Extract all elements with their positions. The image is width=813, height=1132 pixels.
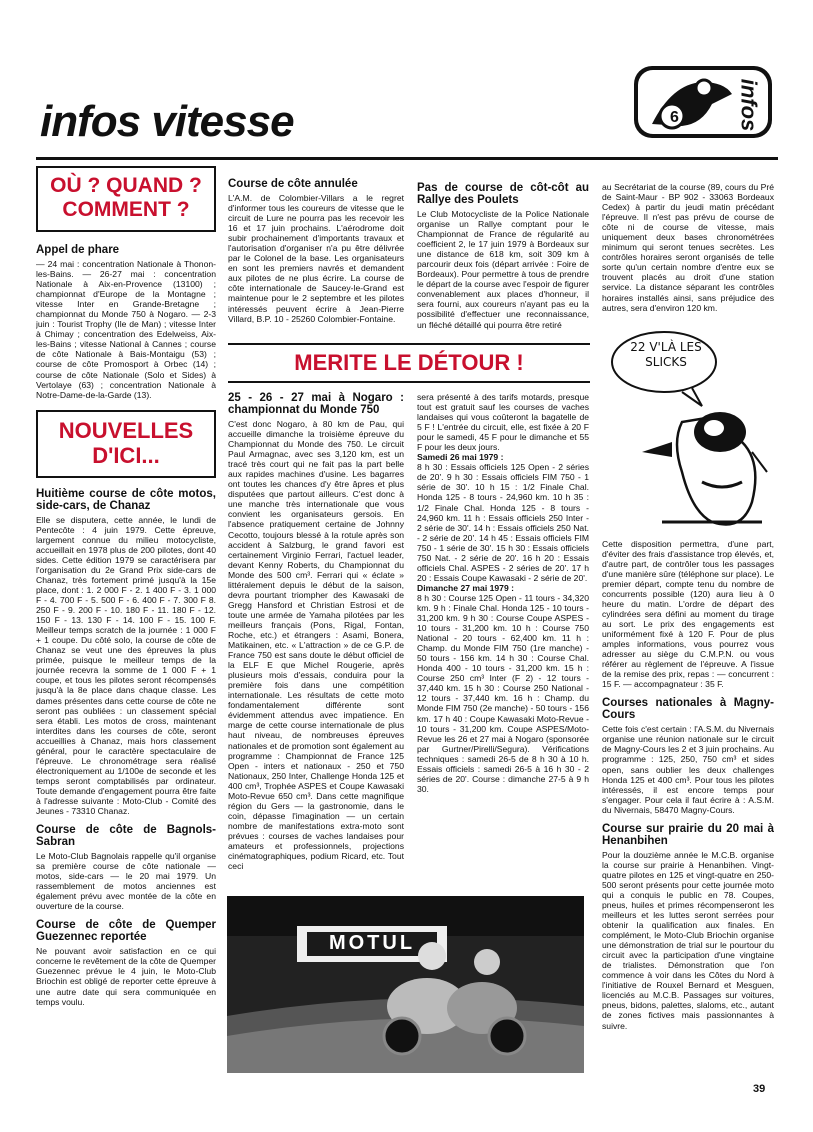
schedule-sunday: 8 h 30 : Course 125 Open - 11 tours - 34,320 km. 9 h : Finale Chal. Honda 125 - 10 tours - 31,200 km. 9 h 30 : Course Coupe ASPES - 10 tours - 31,200 km. 10 h : Course 750 National - 20 tours - 62,400 km. 11 h : Champ. du Monde FIM 750 (1re manche) - 50 tours - 156 km. 14 h 30 : Course Chal. Honda 400 - 10 tours - 31,200 km. 15 h : Course 250 cm³ Inter (F 2) - 12 tours - 37,440 km. 15 h 30 : Course 250 National - 12 tours - 37,440 km. 16 h : Champ. du Monde FIM 750 (2e manche) - 50 tours - 156 km. 17 h 40 : Coupe Kawasaki Moto-Revue - 10 tours - 31,200 km. Coupe ASPES/Moto-Revue les 26 et 27 mai à Nogaro (sponsorée par Gurtner/Pirelli/Segura). Vérifications techniques : samedi 26-5 de 8 h 30 à 10 h. Essais officiels : samedi 26-5 à 16 h 30 - 2 séries de 20'. Course : dimanche 27-5 à 9 h 30. (417, 592, 589, 794)
heading-nouvelles: NOUVELLES D'ICI... (58, 417, 194, 468)
section-body-chanaz: Elle se disputera, cette année, le lundi de Pentecôte : 4 juin 1979. Cette épreuve, largement connue du milieu motocycliste, accueillait en 1978 plus de 200 pilotes, dont 40 sides. Cette édition 1979 se caractérisera par l'organisation du 2e Grand Prix side-cars de Chanaz, très fortement primé jusqu'à la 15e place, dont : 1. 2 000 F - 2. 1 400 F - 3. 1 000 F - 4. 700 F - 5. 500 F - 6. 400 F - 7. 300 F 8. 250 F - 9. 200 F - 10. 180 F - 11. 180 F - 12. 150 F - 13. 130 F - 14. 100 F - 15. 100 F. Meilleur temps scratch de la journée : 1 000 F + 1 coupe. Du côté solo, la course de côte de Chanaz se veut une des épreuves la plus primée, puisque le meilleur temps de la journée recevra la somme de 1 000 F + 1 coupe, et tous les pilotes seront récompensés jusqu'à la 8e place dans chaque classe. Les dames présentes dans cette course de côte ne seront pas oubliées : un classement spécial sera établi. Les motos de cross, maintenant interdites dans les courses de côte, seront accueillies à Chanaz, mais hors classement général, pour le caractère spectaculaire de l'épreuve. Le chronométrage sera réalisé électroniquement au 1/100e de seconde et les temps seront comptabilisés par ordinateur. Toute demande d'engagement pourra être faite à l'adresse suivante : Moto-Club - Comité des Jeunes - 73310 Chanaz. (36, 514, 216, 817)
section-body-henanbihen: Pour la douzième année le M.C.B. organise la course sur prairie à Henanbihen. Vingt-quatre pilotes en 125 et vingt-quatre en 250-500 seront présents pour cette journée moto qui a conquis le public en 78. Coupes, pneus, huiles et primes récompenseront les meilleurs et les luttes seront serrées pour obtenir la qualification aux finales. En complément, le Moto-Club Briochin organise une démonstration de trial sur le pourtour du circuit avec la participation d'une vingtaine de trialistes. Démonstration que l'on commence à voir dans les Côtes du Nord à l'initiative de Rouxel Bernard et Mesguen, licenciés au M.C.B. Passages sur voitures, pneus, bidons, palettes, slaloms, etc., autant de zones fictives mais passionnantes à suivre. (602, 849, 774, 1031)
page-number: 39 (753, 1083, 766, 1095)
photo-sign-text: MOTUL (328, 932, 416, 954)
heading-ou-quand: OÙ ? QUAND ? COMMENT ? (50, 174, 202, 221)
column-2-top (228, 178, 404, 330)
column-3-top (417, 182, 589, 334)
infos-logo (632, 64, 774, 140)
section-title-poulets: Pas de course de côt-côt au Rallye des Poulets (417, 182, 589, 206)
section-body-quemper: Ne pouvant avoir satisfaction en ce qui concerne le revêtement de la côte de Quemper Guezennec prévue le 4 juin, le Moto-Club Briochin est obligé de reporter cette épreuve à une autre date qui sera communiquée en temps voulu. (36, 946, 216, 1007)
schedule-sunday-title: Dimanche 27 mai 1979 : (417, 582, 514, 593)
masthead-title: infos vitesse (40, 97, 294, 146)
svg-text:6: 6 (670, 109, 679, 126)
column-2 (228, 392, 404, 892)
section-title-quemper: Course de côte de Quemper Guezennec reportée (36, 919, 216, 944)
column-1 (36, 166, 216, 1076)
cartoon-speech: 22 V'LÀ LES SLICKS (630, 340, 702, 369)
schedule-saturday-title: Samedi 26 mai 1979 : (417, 452, 504, 463)
merite-rule-bottom (228, 381, 590, 383)
cartoon-illustration (602, 322, 772, 540)
merite-heading: MERITE LE DÉTOUR ! (294, 350, 524, 375)
section-body-bagnols: Le Moto-Club Bagnolais rappelle qu'il organise sa première course de côte nationale — motos, side-cars — le 20 mai 1979. Un rassemblement de motos anciennes est également prévu avec montée de la côte en ouverture de la course. (36, 851, 216, 912)
section-title-nogaro: 25 - 26 - 27 mai à Nogaro : championnat du Monde 750 (228, 392, 404, 416)
motorcycle-photo-icon (227, 896, 584, 1073)
section-title-magny: Courses nationales à Magny-Cours (602, 697, 774, 722)
section-title-bagnols: Course de côte de Bagnols-Sabran (36, 824, 216, 849)
section-title-annulee: Course de côte annulée (228, 178, 358, 190)
section-body-tarifs: sera présenté à des tarifs motards, presque tout est gratuit sauf les courses de vaches landaises qui vous coûteront la bagatelle de 5 F ! L'entrée du circuit, elle, est fixée à 20 F pour le samedi, 45 F pour le dimanche et 55 F pour les deux jours. (417, 392, 589, 453)
top-rule (36, 157, 778, 160)
section-body-secretariat: au Secrétariat de la course (89, cours du Pré de Saint-Maur - BP 902 - 33063 Bordeaux Cedex) à partir du jeudi matin précédant l'épreuve. Il n'est pas prévu de course de côte ni de course de vitesse, mais uniquement deux bases chronométrées minimum qui seront tenues secrètes. Les contrôles horaires seront organisés de telle sorte qu'un certain nombre d'entre eux se trouvent placés au droit d'une station service. La distance séparant les contrôles horaires installés ainsi, sans préjudice des autres, sera d'environ 120 km. (602, 182, 774, 313)
schedule-saturday: 8 h 30 : Essais officiels 125 Open - 2 séries de 20'. 9 h 30 : Essais officiels FIM 750 - 1 série de 30'. 10 h 15 : 1/2 Finale Chal. Honda 125 - 8 tours - 24,960 km. 10 h 35 : 1/2 Finale Chal. Honda 125 - 8 tours - 24,960 km. 11 h : Essais officiels 250 Inter - 2 série de 30'. 14 h : Essais officiels 250 Nat. - 2 série de 20'. 14 h 45 : Essais officiels FIM 750 - 1 série de 30'. 15 h 30 : Essais officiels 750 Nat. - 2 série de 20'. 16 h 20 : Essais officiels Chal. ASPES - 2 séries de 20'. 17 h 20 : Essais Coupe Kawasaki - 2 série de 20'. (417, 462, 589, 583)
section-title-chanaz: Huitième course de côte motos, side-cars, de Chanaz (36, 487, 216, 512)
column-4 (602, 182, 774, 1078)
section-body-magny: Cette fois c'est certain : l'A.S.M. du Nivernais organise une réunion nationale sur le circuit de Magny-Cours les 2 et 3 juin prochains. Au programme : 125, 250, 750 cm³ et sides open, sans oublier les deux challenges Honda 125 et 400 cm³. Pour tous les pilotes intéressés, il est encore temps pour s'engager. Pour cela il faut écrire à : A.S.M. du Nivernais, 58470 Magny-Cours. (602, 724, 774, 815)
section-title-appel: Appel de phare (36, 244, 120, 256)
section-title-henanbihen: Course sur prairie du 20 mai à Henanbihen (602, 822, 774, 847)
section-body-nogaro: C'est donc Nogaro, à 80 km de Pau, qui accueille dimanche la troisième épreuve du Championnat du Monde des 750. Le circuit Paul Armagnac, avec ses 3,120 km, est un tracé très court qui ne fait pas la part belle aux rapides machines d'usine. Les bagarres ont toutes les chances d'y être âpres et plus disputées que partout ailleurs. C'est donc à une manche très internationale que vous convient les organisateurs gersois. En l'absence pratiquement certaine de Johnny Cecotto, toujours blessé à la rotule après son accident à Salzburg, le grand favori est certainement Virginio Ferrari, l'actuel leader, devant Kenny Roberts, du Championnat du Monde des 500 cm³. Ferrari qui « éclate » littéralement depuis le début de la saison, devra pourtant triompher des Kawasaki de Gregg Hansford et Christian Estrosi et de toute une armée de Yamaha pilotées par les meilleurs français (Pons, Rigal, Fontan, Roche, etc.) et étrangers : Asami, Bonera, Matikainen, etc. « L'attraction » de ce G.P. de France 750 est sans doute le début officiel de la ELF E que Michel Rougerie, après plusieurs mois d'essais, conduira pour la première fois dans une compétition internationale. Les résultats de cette moto fondamentalement différente sont évidemment attendus avec impatience. En marge de cette course internationale de plus haut niveau, de nombreuses épreuves nationales et de promotion sont également au programme : Championnat de France 125 Open - inters et nationaux - 250 et 750 Nationaux, 250 Inter, Challenge Honda 125 et 400 cm³, Trophée ASPES et Coupe Kawasaki Moto-Revue 650 cm³. Dans cette magnifique région du Gers — la gastronomie, dans le coin, dépasse l'imagination — un certain nombre de manifestations extra-moto sont prévues : courses de vaches landaises pour amateurs et professionnels, projections cinématographiques, podium Ricard, etc. Tout ceci (228, 419, 404, 872)
column-3 (417, 392, 589, 892)
logo-text: infos (736, 78, 762, 132)
section-body-annulee: L'A.M. de Colombier-Villars a le regret d'informer tous les coureurs de vitesse que le circuit de Lure ne pourra pas les recevoir les 16 et 17 juin prochains. L'aérodrome doit subir prochainement d'importants travaux et l'autorisation d'organiser n'a pu être délivrée par le Colonel de la base. Les organisateurs en sont les premiers navrés et demandent aux pilotes de ne plus écrire. La course de côte internationale de Saucey-le-Grand est maintenue pour le 2 septembre et les pilotes intéressés peuvent écrire à Jean-Pierre Villard, B.P. 10 - 25260 Colombier-Fontaine. (228, 193, 404, 324)
race-photo (227, 896, 584, 1073)
section-body-appel: — 24 mai : concentration Nationale à Thonon-les-Bains. — 26-27 mai : concentration Nationale à Aix-en-Provence (13100) ; championnat d'Europe de la Montagne ; vitesse Inter en Grande-Bretagne ; championnat du Monde 750 à Nogaro. — 2-3 juin : Tourist Trophy (Ile de Man) ; vitesse Inter à Chimay ; concentration des Edelweiss, Aix-les-Bains ; vitesse National à Cannes ; course de côte Nationale à Bais-Montaigu (53) ; course de côte Promosport à Orbec (14) ; course de côte Nationale (Solo et Sides) à Vertolaye (63) ; concentration Nationale à Notre-Dame-de-la-Garde (13). (36, 259, 216, 400)
section-body-disposition: Cette disposition permettra, d'une part, d'éviter des frais d'assistance trop élevés, et, d'autre part, de contrôler tous les passages d'une manière sûre (téléphone sur place). Le premier départ, compte tenu du nombre de concurrents possible (120) aura lieu à 0 heure du matin. L'ordre de départ des cylindrées sera défini au moment du tirage au sort. Le prix des engagements est uniformément fixé à 120 F. Pour de plus amples informations, vous pourrez vous adresser au siège du C.M.P.N. ou vous référer au règlement de l'épreuve. A l'issue de la remise des prix, repas : — concurrent : 15 F. — accompagnateur : 35 F. (602, 538, 774, 690)
section-body-poulets: Le Club Motocycliste de la Police Nationale organise un Rallye comptant pour le Championnat de France de régularité au coefficient 2, le 17 juin 1979 à Bordeaux sur une distance de 618 km, soit 309 km à parcourir deux fois (départ arrivée : Foire de Bordeaux). Pour permettre à tous de prendre le départ de la course avec l'espoir de figurer convenablement aux places d'honneur, il sera fourni, aux coureurs n'ayant pas eu la possibilité d'effectuer une reconnaissance, un fléché détaillé qui pourra être retiré (417, 209, 589, 330)
merite-rule-top (228, 343, 590, 345)
